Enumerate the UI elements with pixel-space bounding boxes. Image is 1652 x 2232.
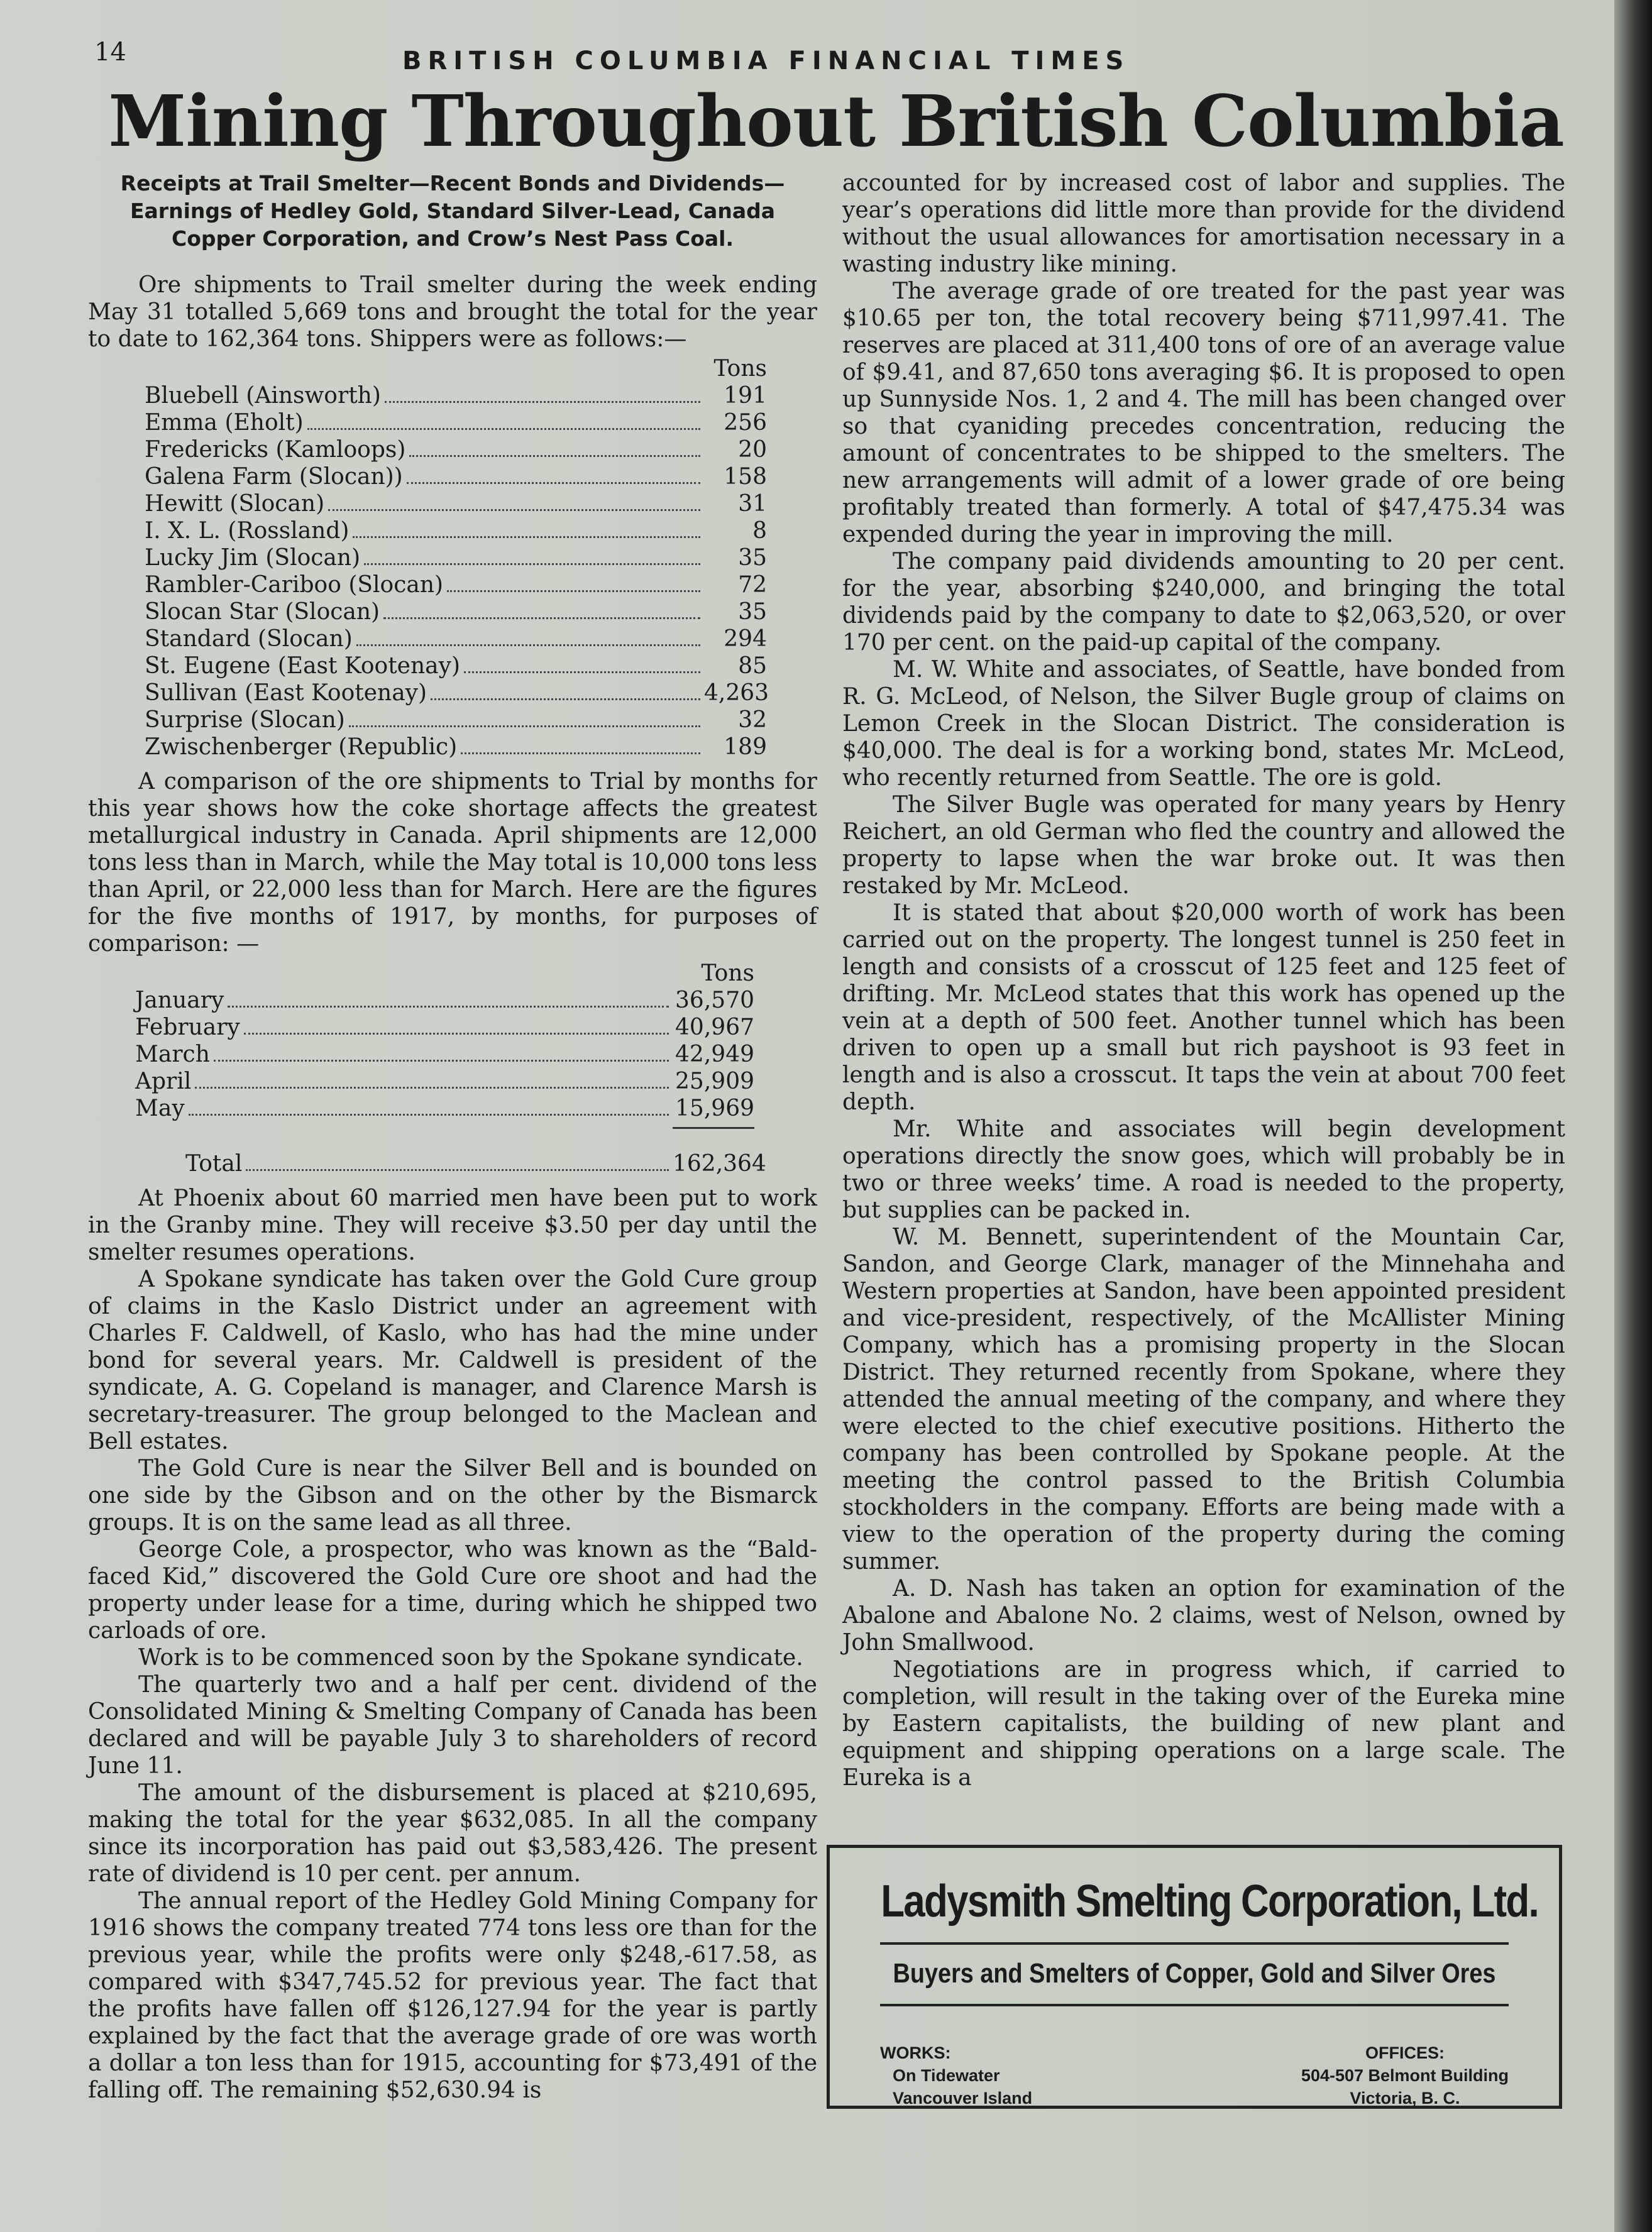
shipper-row	[145, 706, 767, 734]
article-paragraph: Negotiations are in progress which, if carried to completion, will result in the taking over of the Eureka mine by Eastern capitalists, the building of new plant and equipment and shipping operations on a large scale. The Eureka is a	[842, 1657, 1565, 1791]
article-paragraph: The Silver Bugle was operated for many years by Henry Reichert, an old German who fled the country and allowed the property to lapse when the war broke out. It was then restaked by Mr. McLeod.	[842, 792, 1565, 899]
shipper-row	[145, 490, 767, 517]
month-row-label: March	[135, 1042, 210, 1067]
article-paragraph: It is stated that about $20,000 worth of work has been carried out on the property. The longest tunnel is 250 feet in length and consists of a crosscut of 125 feet and 125 feet of drifting. Mr. McLeod states that this work has opened up the vein at a depth of 500 feet. Another tunnel which has been driven to open up a small but rich payshoot is 93 feet in length and is also a crosscut. It taps the vein at about 700 feet depth.	[842, 900, 1565, 1115]
month-row-label: January	[135, 987, 224, 1013]
shipper-row-label: Surprise (Slocan)	[145, 707, 345, 733]
shipper-row	[145, 625, 767, 652]
shipper-row-label: Slocan Star (Slocan)	[145, 599, 380, 625]
shipper-row-label: Zwischenberger (Republic)	[145, 734, 458, 760]
month-row	[135, 1014, 754, 1041]
month-row-tons: 25,909	[675, 1069, 754, 1094]
shipper-row-tons: 294	[724, 626, 767, 652]
shipper-row-label: Rambler-Cariboo (Slocan)	[145, 572, 444, 598]
publication-title: BRITISH COLUMBIA FINANCIAL TIMES	[402, 47, 1130, 75]
shippers-unit-header: Tons	[713, 356, 767, 382]
left-column	[88, 170, 817, 2104]
ad-tagline: Buyers and Smelters of Copper, Gold and Silver Ores	[893, 1958, 1496, 1989]
month-row-tons: 40,967	[675, 1014, 754, 1040]
total-rule	[673, 1127, 754, 1129]
ad-offices-line: 504-507 Belmont Building	[1301, 2066, 1509, 2085]
ad-divider	[880, 2004, 1509, 2006]
leader-dots	[195, 1068, 669, 1089]
shipper-row-tons: 191	[724, 383, 767, 409]
shipper-row-label: Hewitt (Slocan)	[145, 491, 325, 517]
comparison-paragraphs	[88, 768, 817, 957]
shipper-row	[145, 463, 767, 490]
leader-dots	[447, 571, 700, 592]
leader-dots	[228, 987, 669, 1008]
news-paragraphs-right	[842, 278, 1565, 1791]
total-value: 162,364	[673, 1151, 766, 1177]
shipper-row-tons: 20	[738, 437, 767, 463]
shipper-row	[145, 652, 767, 679]
shipper-row	[145, 409, 767, 436]
ad-offices-label: OFFICES:	[1365, 2043, 1445, 2062]
month-row-label: February	[135, 1014, 240, 1040]
article-paragraph: A. D. Nash has taken an option for examination of the Abalone and Abalone No. 2 claims, west of Nelson, owned by John Smallwood.	[842, 1576, 1565, 1656]
shipper-row-label: Sullivan (East Kootenay)	[145, 680, 427, 706]
shipper-row-tons: 189	[724, 734, 767, 760]
month-row-tons: 36,570	[675, 987, 754, 1013]
leader-dots	[307, 409, 700, 430]
article-paragraph: M. W. White and associates, of Seattle, have bonded from R. G. McLeod, of Nelson, the Silver Bugle group of claims on Lemon Creek in the Slocan District. The consideration is $40,000. The deal is for a working bond, states Mr. McLeod, who recently returned from Seattle. The ore is gold.	[842, 657, 1565, 791]
leader-dots	[409, 436, 700, 457]
advertisement	[827, 1845, 1562, 2109]
shipper-row-label: I. X. L. (Rossland)	[145, 518, 350, 544]
leader-dots	[353, 517, 700, 538]
intro-paragraphs	[88, 272, 817, 353]
article-paragraph: Mr. White and associates will begin development operations directly the snow goes, which will probably be in two or three weeks’ time. A road is needed to the property, but supplies can be packed in.	[842, 1116, 1565, 1223]
article-paragraph: At Phoenix about 60 married men have been put to work in the Granby mine. They will receive $3.50 per day until the smelter resumes operations.	[88, 1185, 817, 1265]
month-row-label: May	[135, 1096, 185, 1121]
article-paragraph: The Gold Cure is near the Silver Bell and is bounded on one side by the Gibson and on the other by the Bismarck groups. It is on the same lead as all three.	[88, 1456, 817, 1536]
article-paragraph: The annual report of the Hedley Gold Mining Company for 1916 shows the company treated 774 tons less ore than for the previous year, while the profits were only $248,-617.58, as compared with $347,745.52 for previous year. The fact that the profits have fallen off $126,127.94 for the year is partly explained by the fact that the average grade of ore was worth a dollar a ton less than for 1915, accounting for $73,491 of the falling off. The remaining $52,630.94 is	[88, 1888, 817, 2103]
leader-dots	[383, 598, 700, 619]
shipper-row-tons: 32	[738, 707, 767, 733]
news-paragraphs-left	[88, 1185, 817, 2104]
ad-works	[880, 2042, 1032, 2109]
shipper-row	[145, 517, 767, 544]
leader-dots	[385, 382, 700, 403]
shipper-row-label: Lucky Jim (Slocan)	[145, 545, 361, 571]
leader-dots	[349, 706, 700, 727]
leader-dots	[328, 490, 700, 511]
monthly-table	[135, 960, 766, 1177]
article-paragraph: Work is to be commenced soon by the Spokane syndicate.	[138, 1645, 803, 1671]
headline: Mining Throughout British Columbia	[108, 80, 1564, 163]
shipper-row	[145, 436, 767, 463]
article-paragraph: The average grade of ore treated for the past year was $10.65 per ton, the total recovery being $711,997.41. The reserves are placed at 311,400 tons of ore of an average value of $9.41, and 87,650 tons averaging $6. It is proposed to open up Sunnyside Nos. 1, 2 and 4. The mill has been changed over so that cyaniding precedes concentration, reducing the amount of concentrates to be shipped to the smelters. The new arrangements will admit of a lower grade of ore being profitably treated than formerly. A total of $47,475.34 was expended during the year in improving the mill.	[842, 278, 1565, 547]
shipper-row-tons: 35	[738, 599, 767, 625]
ad-works-line: On Tidewater	[893, 2066, 1000, 2085]
shipper-row-tons: 72	[738, 572, 767, 598]
shipper-row-tons: 85	[738, 653, 767, 679]
ad-offices-line: Victoria, B. C.	[1350, 2089, 1460, 2108]
article-paragraph: The quarterly two and a half per cent. dividend of the Consolidated Mining & Smelting Company of Canada has been declared and will be payable July 3 to shareholders of record June 11.	[88, 1672, 817, 1779]
shipper-row	[145, 598, 767, 625]
article-paragraph: Ore shipments to Trail smelter during the week ending May 31 totalled 5,669 tons and brought the total for the year to date to 162,364 tons. Shippers were as follows:—	[88, 272, 817, 352]
right-column	[842, 170, 1565, 1791]
shipper-row-label: Emma (Eholt)	[145, 410, 304, 436]
article-paragraph: A comparison of the ore shipments to Trial by months for this year shows how the coke shortage affects the greatest metallurgical industry in Canada. April shipments are 12,000 tons less than in March, while the May total is 10,000 tons less than April, or 22,000 less than for March. Here are the figures for the five months of 1917, by months, for purposes of comparison: —	[88, 769, 817, 957]
leader-dots	[214, 1041, 669, 1062]
leader-dots	[464, 652, 700, 673]
ad-offices	[1301, 2042, 1509, 2109]
article-paragraph: The amount of the disbursement is placed at $210,695, making the total for the year $632,085. In all the company since its incorporation has paid out $3,583,426. The present rate of dividend is 10 per cent. per annum.	[88, 1780, 817, 1887]
month-row-tons: 15,969	[675, 1096, 754, 1121]
month-row-label: April	[135, 1069, 192, 1094]
monthly-total-row	[135, 1150, 766, 1177]
continued-paragraph: accounted for by increased cost of labor and supplies. The year’s operations did little more than provide for the dividend without the usual allowances for amortisation necessary in a wasting industry like mining.	[842, 170, 1565, 277]
ad-divider	[880, 1942, 1509, 1945]
shipper-row-label: Fredericks (Kamloops)	[145, 437, 406, 463]
month-row-tons: 42,949	[675, 1042, 754, 1067]
month-row	[135, 1095, 754, 1122]
shipper-row	[145, 382, 767, 409]
shipper-row-tons: 35	[738, 545, 767, 571]
article-paragraph: A Spokane syndicate has taken over the Gold Cure group of claims in the Kaslo District under an agreement with Charles F. Caldwell, of Kaslo, who has had the mine under bond for several years. Mr. Caldwell is president of the syndicate, A. G. Copeland is manager, and Clarence Marsh is secretary-treasurer. The group belonged to the Maclean and Bell estates.	[88, 1267, 817, 1454]
month-row	[135, 1068, 754, 1095]
shipper-row	[145, 734, 767, 761]
shipper-row-label: St. Eugene (East Kootenay)	[145, 653, 461, 679]
shipper-row-label: Standard (Slocan)	[145, 626, 353, 652]
shipper-row-label: Bluebell (Ainsworth)	[145, 383, 381, 409]
shipper-row-label: Galena Farm (Slocan))	[145, 464, 403, 490]
article-paragraph: George Cole, a prospector, who was known as the “Bald-faced Kid,” discovered the Gold Cure ore shoot and had the property under lease for a time, during which he shipped two carloads of ore.	[88, 1537, 817, 1644]
leader-dots	[364, 544, 700, 565]
shippers-table	[145, 355, 767, 761]
leader-dots	[431, 679, 700, 700]
shipper-row-tons: 158	[724, 464, 767, 490]
shipper-row-tons: 31	[738, 491, 767, 517]
shipper-row-tons: 8	[752, 518, 767, 544]
article-paragraph: The company paid dividends amounting to 20 per cent. for the year, absorbing $240,000, and bringing the total dividends paid by the company to date to $2,063,520, or over 170 per cent. on the paid-up capital of the company.	[842, 549, 1565, 656]
total-label: Total	[185, 1151, 243, 1177]
leader-dots	[189, 1095, 669, 1116]
leader-dots	[407, 463, 700, 484]
page-number: 14	[94, 38, 126, 67]
ad-works-line: Vancouver Island	[893, 2089, 1033, 2108]
shipper-row-tons: 256	[724, 410, 767, 436]
leader-dots	[461, 734, 700, 754]
shipper-row	[145, 679, 767, 706]
leader-dots	[356, 625, 700, 646]
month-row	[135, 987, 754, 1014]
leader-dots	[244, 1014, 669, 1035]
shipper-row-tons: 4,263	[704, 680, 769, 706]
article-paragraph: W. M. Bennett, superintendent of the Mountain Car, Sandon, and George Clark, manager of the Minnehaha and Western properties at Sandon, have been appointed president and vice-president, respectively, of the McAllister Mining Company, which has a promising property in the Slocan District. They returned recently from Spokane, where they attended the annual meeting of the company, and where they were elected to the chief executive positions. Hitherto the company has been controlled by Spokane people. At the meeting the control passed to the British Columbia stockholders in the company. Efforts are being made with a view to the operation of the property during the coming summer.	[842, 1224, 1565, 1575]
ad-company-name: Ladysmith Smelting Corporation, Ltd.	[881, 1876, 1538, 1927]
shipper-row	[145, 544, 767, 571]
book-binding-edge	[1614, 0, 1652, 2232]
ad-works-label: WORKS:	[880, 2043, 951, 2062]
article-deck: Receipts at Trail Smelter—Recent Bonds and Dividends—Earnings of Hedley Gold, Standard Silver-Lead, Canada Copper Corporation, and Crow’s Nest Pass Coal.	[120, 171, 785, 251]
month-row	[135, 1041, 754, 1068]
monthly-unit-header: Tons	[701, 960, 754, 986]
leader-dots	[246, 1150, 669, 1171]
shipper-row	[145, 571, 767, 598]
